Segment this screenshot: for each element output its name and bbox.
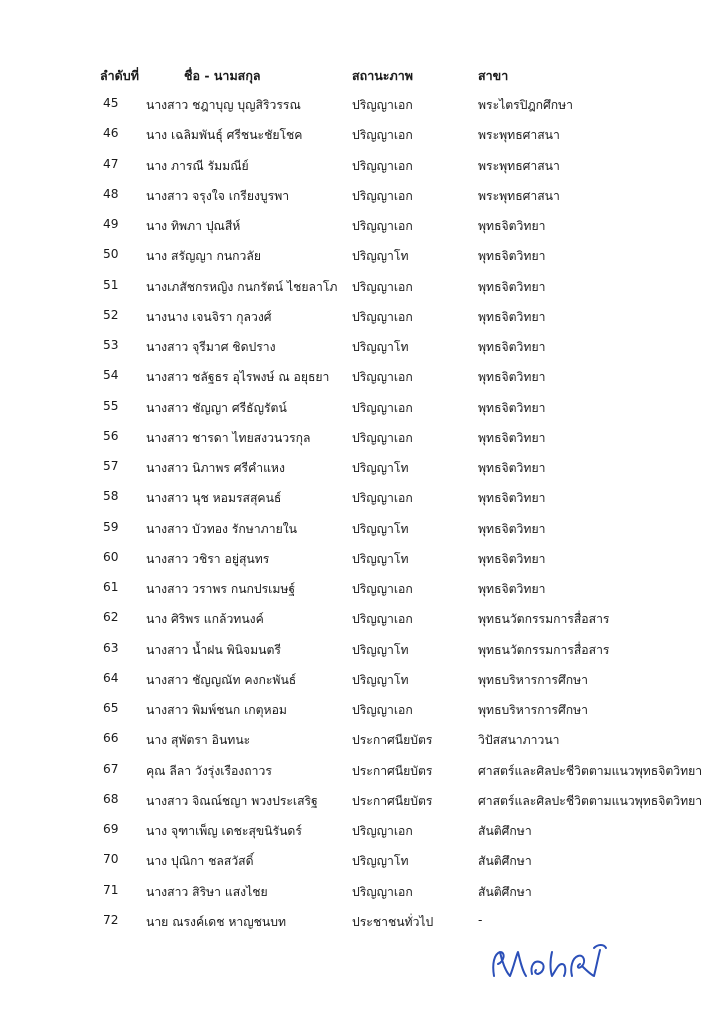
table-row	[0, 399, 725, 429]
row-name: นางสาว นิภาพร ศรีคำแหง	[146, 461, 285, 475]
row-status: ปริญญาเอก	[352, 309, 413, 324]
row-branch: ศาสตร์และศิลปะชีวิตตามแนวพุทธจิตวิทยา	[478, 763, 703, 778]
row-branch: พุทธจิตวิทยา	[478, 461, 546, 475]
row-name: นาง จุฑาเพ็ญ เดชะสุขนิรันดร์	[146, 824, 302, 838]
table-row	[0, 429, 725, 459]
row-number: 46	[103, 126, 119, 141]
row-branch: พุทธจิตวิทยา	[478, 491, 546, 506]
row-status: ประกาศนียบัตร	[352, 733, 433, 748]
row-name: นางสาว จรุงใจ เกรียงบูรพา	[146, 188, 290, 203]
row-name: นางนาง เจนจิรา กุลวงศ์	[146, 309, 272, 324]
row-branch: พุทธบริหารการศึกษา	[478, 672, 588, 687]
row-status: ปริญญาโท	[352, 551, 409, 566]
row-branch: ศาสตร์และศิลปะชีวิตตามแนวพุทธจิตวิทยา	[478, 793, 703, 808]
row-status: ปริญญาเอก	[352, 884, 413, 899]
row-name: นางเภสัชกรหญิง กนกรัตน์ ไชยลาโภ	[146, 279, 338, 294]
row-name: นางสาว วราพร กนกปรเมษฐ์	[146, 582, 296, 596]
table-row	[0, 550, 725, 580]
table-row	[0, 701, 725, 731]
row-number: 57	[103, 459, 119, 473]
header-number: ลำดับที่	[100, 68, 139, 83]
row-number: 65	[103, 701, 119, 715]
row-status: ปริญญาโท	[352, 642, 409, 657]
row-status: ปริญญาเอก	[352, 491, 413, 506]
row-number: 61	[103, 580, 119, 594]
row-number: 63	[103, 640, 119, 655]
row-branch: พุทธนวัตกรรมการสื่อสาร	[478, 612, 610, 627]
row-branch: พุทธจิตวิทยา	[478, 309, 546, 324]
row-status: ปริญญาเอก	[352, 582, 413, 596]
row-branch: พุทธนวัตกรรมการสื่อสาร	[478, 642, 610, 657]
table-row	[0, 822, 725, 852]
row-name: คุณ ลีลา วังรุ่งเรืองถาวร	[146, 763, 272, 778]
row-branch: พุทธจิตวิทยา	[478, 279, 546, 294]
table-row	[0, 641, 725, 671]
row-branch: พระพุทธศาสนา	[478, 158, 560, 173]
row-number: 68	[103, 791, 119, 806]
row-status: ปริญญาเอก	[352, 219, 413, 233]
row-name: นางสาว ชัญญณัท คงกะพันธ์	[146, 672, 297, 687]
row-number: 60	[103, 549, 119, 564]
row-name: นางสาว สิริษา แสงไชย	[146, 884, 268, 899]
row-number: 47	[103, 156, 119, 171]
row-name: นาง ภารณี รัมมณีย์	[146, 158, 249, 173]
row-branch: พุทธจิตวิทยา	[478, 370, 546, 385]
table-row	[0, 580, 725, 610]
row-status: ประกาศนียบัตร	[352, 763, 433, 778]
table-row	[0, 96, 725, 126]
row-name: นางสาว วชิรา อยู่สุนทร	[146, 551, 270, 566]
row-branch: พุทธจิตวิทยา	[478, 340, 546, 354]
table-row	[0, 731, 725, 761]
row-branch: พระไตรปิฎกศึกษา	[478, 98, 574, 112]
row-status: ปริญญาโท	[352, 340, 409, 354]
row-name: นางสาว ชลัฐธร อุไรพงษ์ ณ อยุธยา	[146, 370, 330, 385]
row-branch: สันติศึกษา	[478, 854, 532, 869]
row-number: 72	[103, 912, 119, 927]
row-name: นาง ศิริพร แกล้วทนงค์	[146, 612, 264, 627]
table-row	[0, 459, 725, 489]
table-row	[0, 883, 725, 913]
table-row	[0, 247, 725, 277]
row-status: ปริญญาเอก	[352, 98, 413, 112]
row-name: นางสาว จิณณ์ชญา พวงประเสริฐ	[146, 793, 318, 808]
row-branch: พระพุทธศาสนา	[478, 128, 560, 143]
table-row	[0, 187, 725, 217]
table-row	[0, 520, 725, 550]
table-row	[0, 610, 725, 640]
row-name: นางสาว บัวทอง รักษาภายใน	[146, 521, 297, 536]
header-branch: สาขา	[478, 68, 509, 83]
row-status: ปริญญาโท	[352, 249, 409, 264]
row-branch: พุทธจิตวิทยา	[478, 551, 546, 566]
row-branch: พุทธจิตวิทยา	[478, 400, 546, 415]
table-row	[0, 308, 725, 338]
row-name: นาง ปุณิกา ชลสวัสดิ์	[146, 854, 254, 869]
row-branch: พุทธจิตวิทยา	[478, 521, 546, 536]
row-number: 54	[103, 368, 119, 383]
row-name: นางสาว นุช หอมรสสุคนธ์	[146, 491, 282, 506]
row-number: 58	[103, 489, 119, 504]
signature-image	[486, 930, 616, 990]
row-branch: พุทธจิตวิทยา	[478, 249, 546, 264]
row-name: นางสาว ชฎาบุญ บุญสิริวรรณ	[146, 98, 301, 112]
row-branch: -	[478, 912, 483, 927]
table-row	[0, 489, 725, 519]
row-status: ปริญญาเอก	[352, 400, 413, 415]
row-name: นาย ณรงค์เดช หาญชนบท	[146, 914, 287, 929]
table-row	[0, 913, 725, 943]
row-number: 55	[103, 398, 119, 413]
table-row	[0, 217, 725, 247]
row-number: 62	[103, 610, 119, 625]
header-status: สถานะภาพ	[352, 68, 413, 83]
row-number: 48	[103, 186, 119, 201]
row-number: 45	[103, 96, 119, 110]
row-name: นาง สุพัตรา อินทนะ	[146, 733, 251, 748]
row-number: 64	[103, 670, 119, 685]
row-status: ปริญญาเอก	[352, 128, 413, 143]
row-branch: พุทธจิตวิทยา	[478, 219, 546, 233]
row-branch: พุทธจิตวิทยา	[478, 430, 546, 445]
row-status: ปริญญาเอก	[352, 824, 413, 838]
table-row	[0, 278, 725, 308]
row-number: 67	[103, 761, 119, 776]
row-name: นางสาว น้ำฝน พินิจมนตรี	[146, 642, 281, 657]
row-name: นาง สรัญญา กนกวลัย	[146, 249, 262, 264]
row-status: ปริญญาเอก	[352, 430, 413, 445]
row-number: 53	[103, 338, 119, 352]
table-row	[0, 792, 725, 822]
row-status: ปริญญาเอก	[352, 370, 413, 385]
row-name: นางสาว ชัญญา ศรีธัญรัตน์	[146, 400, 287, 415]
row-number: 52	[103, 307, 119, 322]
row-status: ปริญญาเอก	[352, 612, 413, 627]
row-name: นาง ทิพภา ปุณสีห์	[146, 219, 241, 233]
row-name: นาง เฉลิมพันธุ์ ศรีชนะชัยโชค	[146, 128, 303, 143]
row-status: ปริญญาโท	[352, 672, 409, 687]
row-name: นางสาว ชารดา ไทยสงวนวรกุล	[146, 430, 311, 445]
table-row	[0, 338, 725, 368]
row-number: 51	[103, 277, 119, 292]
row-branch: พุทธจิตวิทยา	[478, 582, 546, 596]
table-row	[0, 157, 725, 187]
row-branch: สันติศึกษา	[478, 884, 532, 899]
row-number: 66	[103, 731, 119, 746]
row-branch: พุทธบริหารการศึกษา	[478, 703, 588, 717]
row-name: นางสาว จุรีมาศ ชิดปราง	[146, 340, 276, 354]
row-status: ปริญญาโท	[352, 461, 409, 475]
row-status: ปริญญาโท	[352, 521, 409, 536]
row-status: ปริญญาเอก	[352, 279, 413, 294]
row-status: ประกาศนียบัตร	[352, 793, 433, 808]
header-name: ชื่อ - นามสกุล	[184, 68, 261, 83]
table-body	[0, 96, 725, 943]
row-number: 56	[103, 428, 119, 443]
table-row	[0, 368, 725, 398]
row-branch: สันติศึกษา	[478, 824, 532, 838]
row-number: 49	[103, 217, 119, 231]
table-header	[0, 66, 725, 84]
row-number: 69	[103, 822, 119, 836]
row-name: นางสาว พิมพ์ชนก เกตุหอม	[146, 703, 287, 717]
table-row	[0, 762, 725, 792]
row-status: ปริญญาโท	[352, 854, 409, 869]
row-branch: พระพุทธศาสนา	[478, 188, 560, 203]
row-status: ปริญญาเอก	[352, 703, 413, 717]
row-branch: วิปัสสนาภาวนา	[478, 733, 560, 748]
row-status: ปริญญาเอก	[352, 158, 413, 173]
table-row	[0, 126, 725, 156]
table-row	[0, 671, 725, 701]
row-number: 59	[103, 519, 119, 534]
row-number: 70	[103, 852, 119, 867]
row-number: 50	[103, 247, 119, 262]
row-number: 71	[103, 882, 119, 897]
table-row	[0, 852, 725, 882]
row-status: ปริญญาเอก	[352, 188, 413, 203]
row-status: ประชาชนทั่วไป	[352, 914, 434, 929]
